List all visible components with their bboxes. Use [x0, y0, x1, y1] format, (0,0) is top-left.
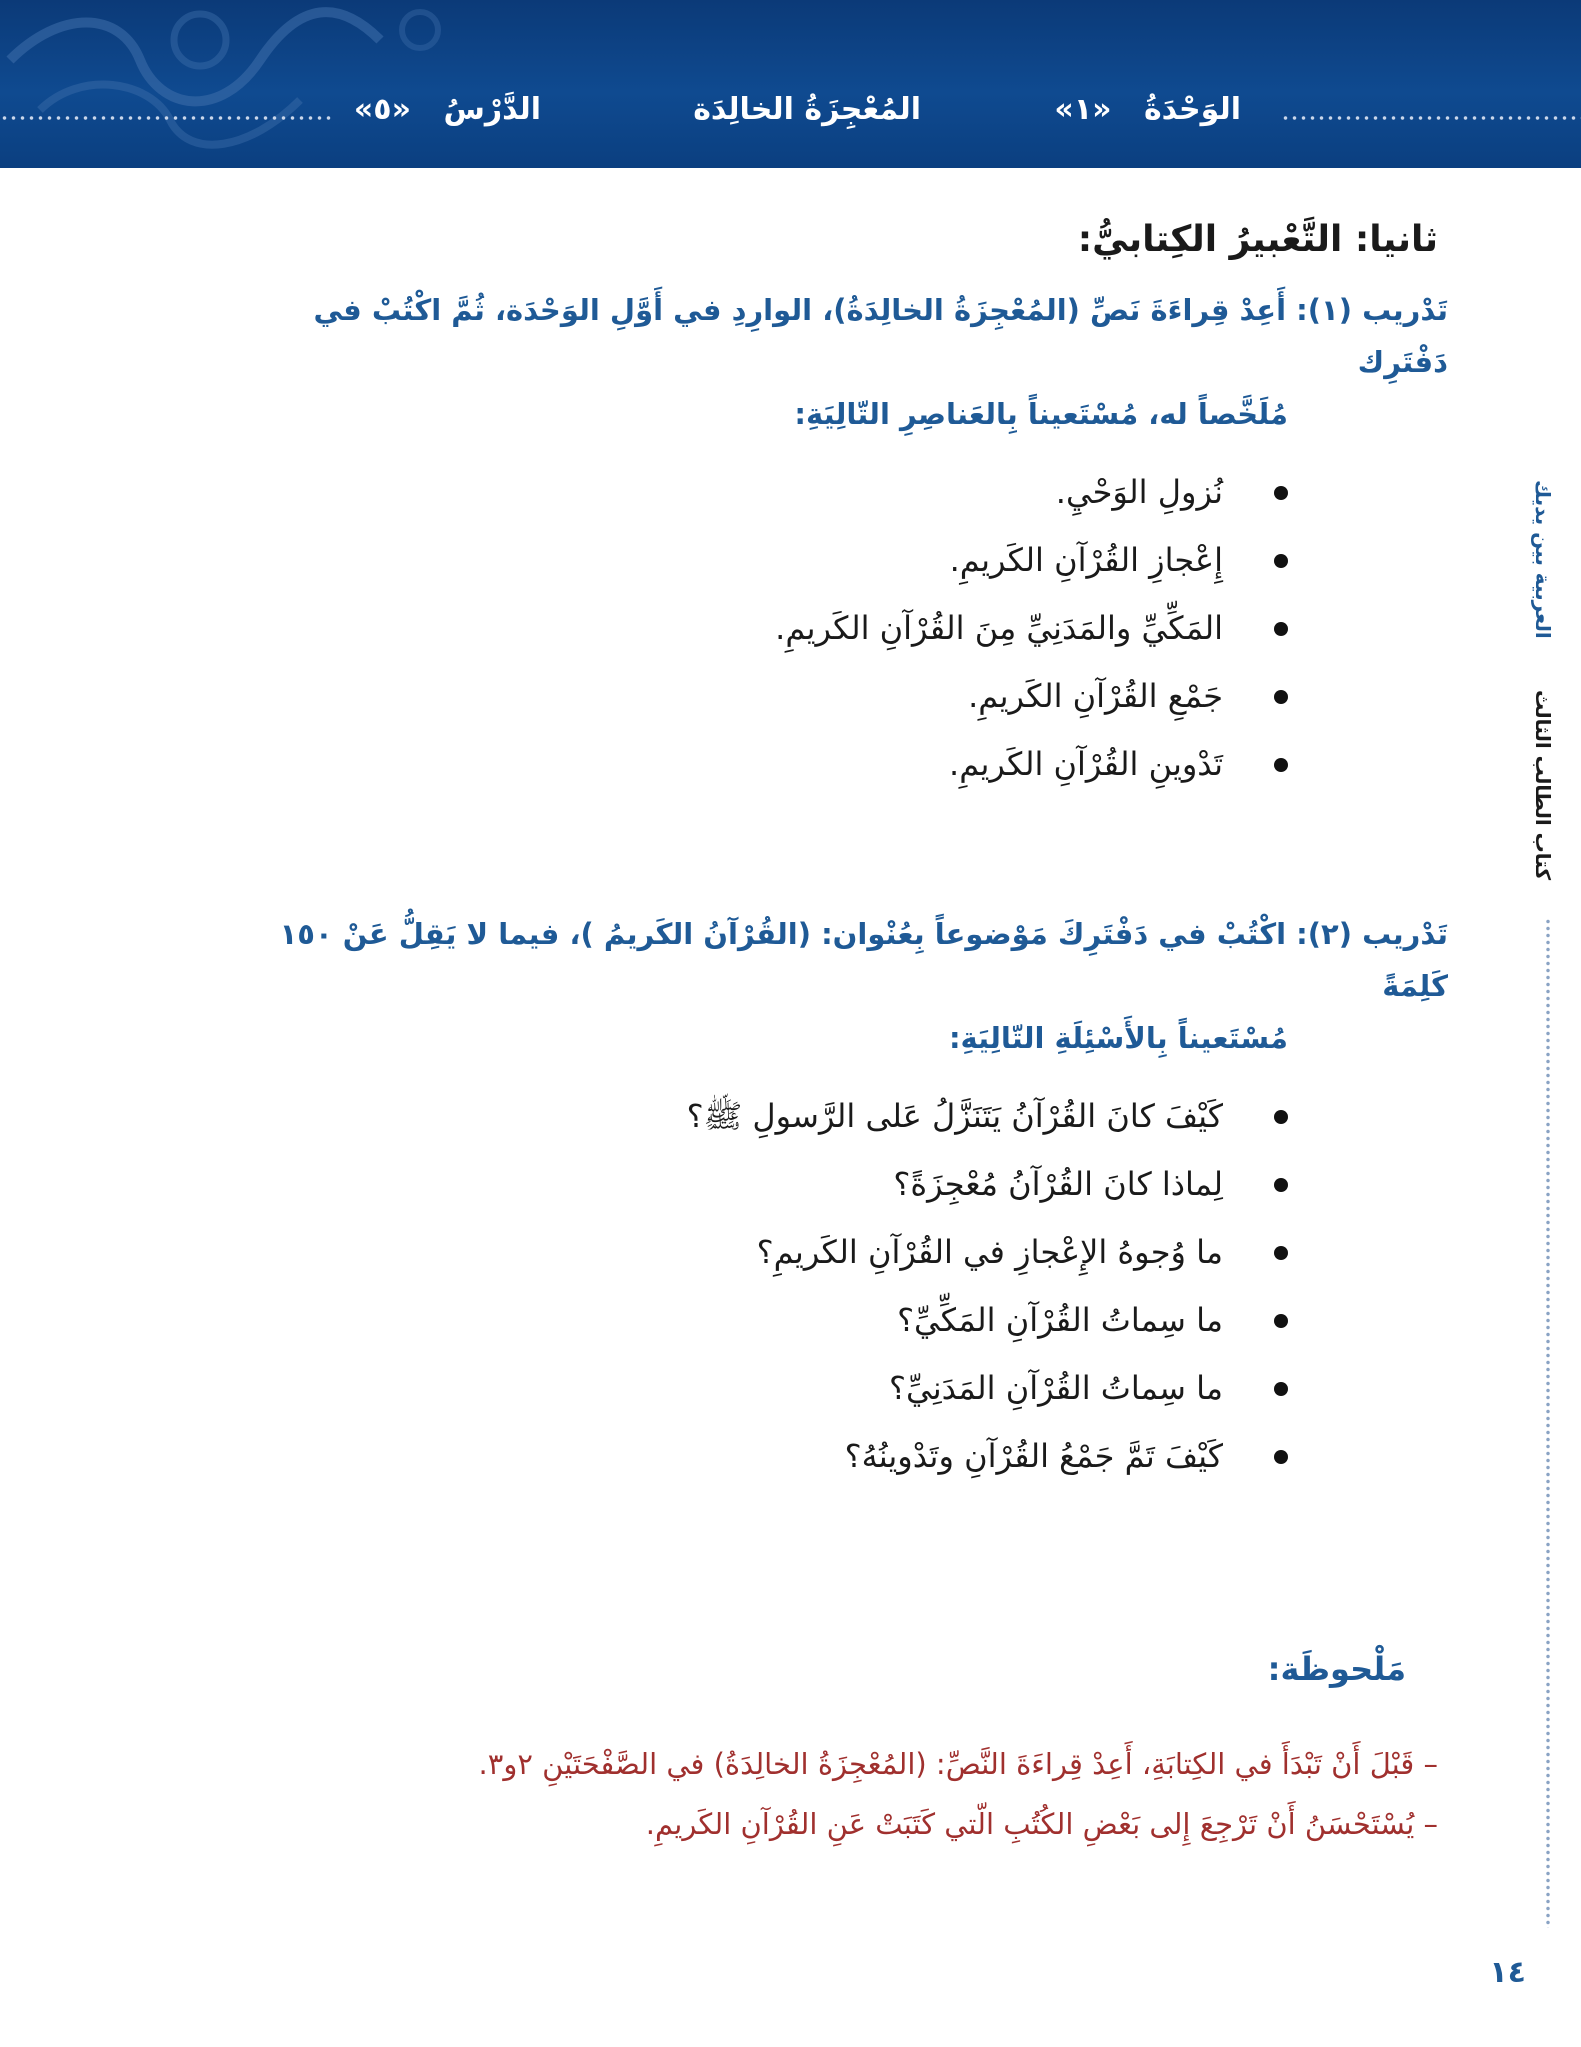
exercise-1-prompt: [248, 284, 1448, 440]
note-line-1: – قَبْلَ أَنْ تَبْدَأَ في الكِتابَةِ، أَعِدْ قِراءَةَ النَّصِّ: (المُعْجِزَةُ الخالِدَةُ) في الصَّفْحَتَيْنِ ٢و٣.: [478, 1747, 1438, 1781]
header-lesson-label: الدَّرْسُ: [443, 92, 541, 127]
exercise-2-prompt: [248, 908, 1448, 1064]
header-unit-label: الوَحْدَةُ: [1143, 92, 1241, 127]
header-lesson: [354, 92, 541, 127]
header-unit-number: «١»: [1054, 92, 1112, 127]
page-content: [248, 200, 1448, 1854]
list-item: ما سِماتُ القُرْآنِ المَكِّيِّ؟: [248, 1286, 1223, 1354]
exercise-2-list: [248, 1082, 1448, 1490]
section-title: ثانيا: التَّعْبيرُ الكِتابيُّ:: [1077, 219, 1438, 260]
note-title: مَلْحوظَة:: [1267, 1650, 1406, 1688]
list-item: تَدْوينِ القُرْآنِ الكَريمِ.: [248, 730, 1223, 798]
header-lesson-number: «٥»: [353, 92, 411, 127]
list-item: لِماذا كانَ القُرْآنُ مُعْجِزَةً؟: [248, 1150, 1223, 1218]
list-item: إِعْجازِ القُرْآنِ الكَريمِ.: [248, 526, 1223, 594]
header-unit: [1054, 92, 1241, 127]
header-dotted-rule-right: [1281, 114, 1581, 122]
exercise-1-list: [248, 458, 1448, 798]
list-item: نُزولِ الوَحْيِ.: [248, 458, 1223, 526]
calligraphy-decoration-icon: [0, 0, 520, 168]
sidebar-book-title: كتاب الطالب الثالث: [1531, 690, 1555, 881]
list-item: كَيْفَ تَمَّ جَمْعُ القُرْآنِ وتَدْوينُهُ؟: [248, 1422, 1223, 1490]
header-title: المُعْجِزَةُ الخالِدَة: [693, 92, 921, 127]
exercise-1-line-2: مُلَخَّصاً له، مُسْتَعيناً بِالعَناصِرِ التّالِيَةِ:: [794, 397, 1288, 431]
page-header: [0, 0, 1581, 168]
exercise-2-line-2: مُسْتَعيناً بِالأَسْئِلَةِ التّالِيَةِ:: [948, 1021, 1288, 1055]
exercise-1-line-1: تَدْريب (١): أَعِدْ قِراءَةَ نَصِّ (المُعْجِزَةُ الخالِدَةُ)، الوارِدِ في أَوَّلِ الوَحْدَة، ثُمَّ اكْتُبْ في دَفْتَرِك: [313, 293, 1448, 379]
sidebar-dotted-rule: [1545, 918, 1551, 1928]
sidebar-series-title: العربية بين يديك: [1531, 480, 1555, 639]
list-item: المَكِّيِّ والمَدَنِيِّ مِنَ القُرْآنِ الكَريمِ.: [248, 594, 1223, 662]
sidebar-labels: [1515, 480, 1555, 900]
list-item: ما سِماتُ القُرْآنِ المَدَنِيِّ؟: [248, 1354, 1223, 1422]
note-line-2: – يُسْتَحْسَنُ أَنْ تَرْجِعَ إِلى بَعْضِ الكُتُبِ الّتي كَتَبَتْ عَنِ القُرْآنِ الكَريمِ.: [645, 1807, 1438, 1841]
list-item: ما وُجوهُ الإِعْجازِ في القُرْآنِ الكَريمِ؟: [248, 1218, 1223, 1286]
list-item: جَمْعِ القُرْآنِ الكَريمِ.: [248, 662, 1223, 730]
exercise-2-line-1: تَدْريب (٢): اكْتُبْ في دَفْتَرِكَ مَوْضوعاً بِعُنْوان: (القُرْآنُ الكَريمُ )، فيما لا يَقِلُّ عَنْ ١٥٠ كَلِمَةً: [279, 917, 1448, 1003]
list-item: كَيْفَ كانَ القُرْآنُ يَتَنَزَّلُ عَلى الرَّسولِ ﷺ؟: [248, 1082, 1223, 1150]
page-number: ١٤: [1489, 1955, 1526, 1990]
header-dotted-rule-left: [0, 114, 335, 122]
